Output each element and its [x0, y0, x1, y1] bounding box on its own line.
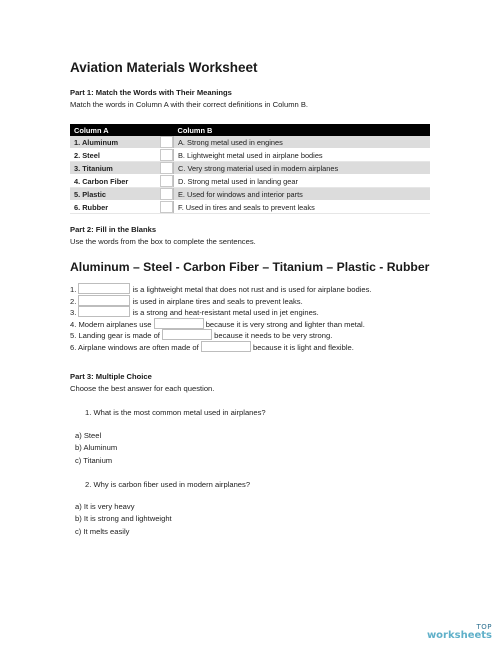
- part1-instruction: Match the words in Column A with their correct definitions in Column B.: [70, 100, 309, 109]
- sentence: [70, 295, 371, 307]
- question-1-options: [75, 430, 117, 467]
- brand-top-text: TOP: [476, 623, 492, 631]
- column-a-cell: 1. Aluminum: [70, 136, 160, 149]
- matching-table: [70, 124, 430, 214]
- fill-in-sentences: [70, 283, 371, 353]
- column-b-cell: D. Strong metal used in landing gear: [174, 175, 431, 188]
- column-b-cell: E. Used for windows and interior parts: [174, 188, 431, 201]
- answer-blank[interactable]: [162, 329, 212, 340]
- answer-option[interactable]: b) Aluminum: [75, 443, 118, 453]
- column-b-cell: C. Very strong material used in modern airplanes: [174, 162, 431, 175]
- part2-instruction: Use the words from the box to complete the sentences.: [70, 237, 256, 246]
- answer-slot[interactable]: [160, 162, 173, 174]
- table-row: [70, 162, 430, 175]
- answer-slot-cell: [160, 188, 174, 201]
- answer-blank[interactable]: [201, 341, 251, 352]
- answer-slot-cell: [160, 175, 174, 188]
- sentence-suffix: is used in airplane tires and seals to prevent leaks.: [130, 296, 303, 306]
- question-2-options: [75, 501, 172, 538]
- table-row: [70, 188, 430, 201]
- column-b-cell: A. Strong metal used in engines: [174, 136, 431, 149]
- column-a-cell: 4. Carbon Fiber: [70, 175, 160, 188]
- part3-instruction: Choose the best answer for each question.: [70, 384, 215, 393]
- answer-option[interactable]: c) It melts easily: [75, 526, 130, 536]
- sentence: [70, 341, 371, 353]
- table-row: [70, 175, 430, 188]
- part1-title: Part 1: Match the Words with Their Meanings: [70, 88, 232, 97]
- sentence-prefix: 3.: [70, 308, 79, 318]
- answer-slot[interactable]: [160, 175, 173, 187]
- brand-logo: [427, 624, 492, 641]
- sentence-suffix: is a lightweight metal that does not rust and is used for airplane bodies.: [130, 285, 372, 294]
- part3-title: Part 3: Multiple Choice: [70, 372, 152, 381]
- brand-name-text: worksheets: [426, 630, 492, 641]
- part2-title: Part 2: Fill in the Blanks: [70, 225, 157, 234]
- sentence-prefix: 4. Modern airplanes use: [70, 319, 154, 329]
- column-a-cell: 3. Titanium: [70, 162, 160, 175]
- answer-option[interactable]: a) It is very heavy: [75, 502, 135, 511]
- answer-blank[interactable]: [154, 318, 204, 329]
- sentence: [70, 283, 371, 295]
- table-row: [70, 149, 430, 162]
- page-title: Aviation Materials Worksheet: [70, 60, 258, 75]
- column-b-cell: B. Lightweight metal used in airplane bodies: [174, 149, 431, 162]
- sentence: [70, 329, 371, 341]
- column-a-cell: 6. Rubber: [70, 201, 160, 214]
- table-row: [70, 136, 430, 149]
- table-header-row: [70, 124, 430, 136]
- sentence: [70, 306, 371, 318]
- column-a-cell: 5. Plastic: [70, 188, 160, 201]
- answer-slot-cell: [160, 201, 174, 214]
- sentence-prefix: 1.: [70, 285, 79, 294]
- word-bank: Aluminum – Steel - Carbon Fiber – Titanium – Plastic - Rubber: [70, 260, 430, 274]
- answer-slot[interactable]: [160, 136, 173, 148]
- answer-option[interactable]: a) Steel: [75, 431, 102, 440]
- column-b-header: Column B: [174, 124, 431, 136]
- answer-slot[interactable]: [160, 201, 173, 213]
- column-a-cell: 2. Steel: [70, 149, 160, 162]
- answer-blank[interactable]: [78, 306, 130, 317]
- table-row: [70, 201, 430, 214]
- answer-option[interactable]: c) Titanium: [75, 455, 113, 465]
- sentence-suffix: because it is light and flexible.: [250, 342, 354, 352]
- sentence-suffix: because it is very strong and lighter than metal.: [203, 319, 365, 329]
- answer-slot-cell: [160, 162, 174, 175]
- sentence: [70, 318, 371, 330]
- sentence-suffix: is a strong and heat-resistant metal used in jet engines.: [130, 308, 319, 318]
- sentence-prefix: 5. Landing gear is made of: [70, 331, 163, 341]
- sentence-prefix: 6. Airplane windows are often made of: [70, 342, 201, 352]
- answer-option[interactable]: b) It is strong and lightweight: [75, 514, 172, 524]
- column-b-cell: F. Used in tires and seals to prevent leaks: [174, 201, 431, 214]
- sentence-suffix: because it needs to be very strong.: [212, 331, 333, 341]
- answer-slot[interactable]: [160, 188, 173, 200]
- answer-slot-header: [160, 124, 174, 136]
- sentence-prefix: 2.: [70, 296, 79, 306]
- answer-slot[interactable]: [160, 149, 173, 161]
- column-a-header: Column A: [70, 124, 160, 136]
- answer-slot-cell: [160, 149, 174, 162]
- answer-slot-cell: [160, 136, 174, 149]
- answer-blank[interactable]: [78, 295, 130, 306]
- question-2: 2. Why is carbon fiber used in modern airplanes?: [85, 480, 251, 489]
- question-1: 1. What is the most common metal used in airplanes?: [85, 408, 266, 417]
- answer-blank[interactable]: [78, 283, 130, 294]
